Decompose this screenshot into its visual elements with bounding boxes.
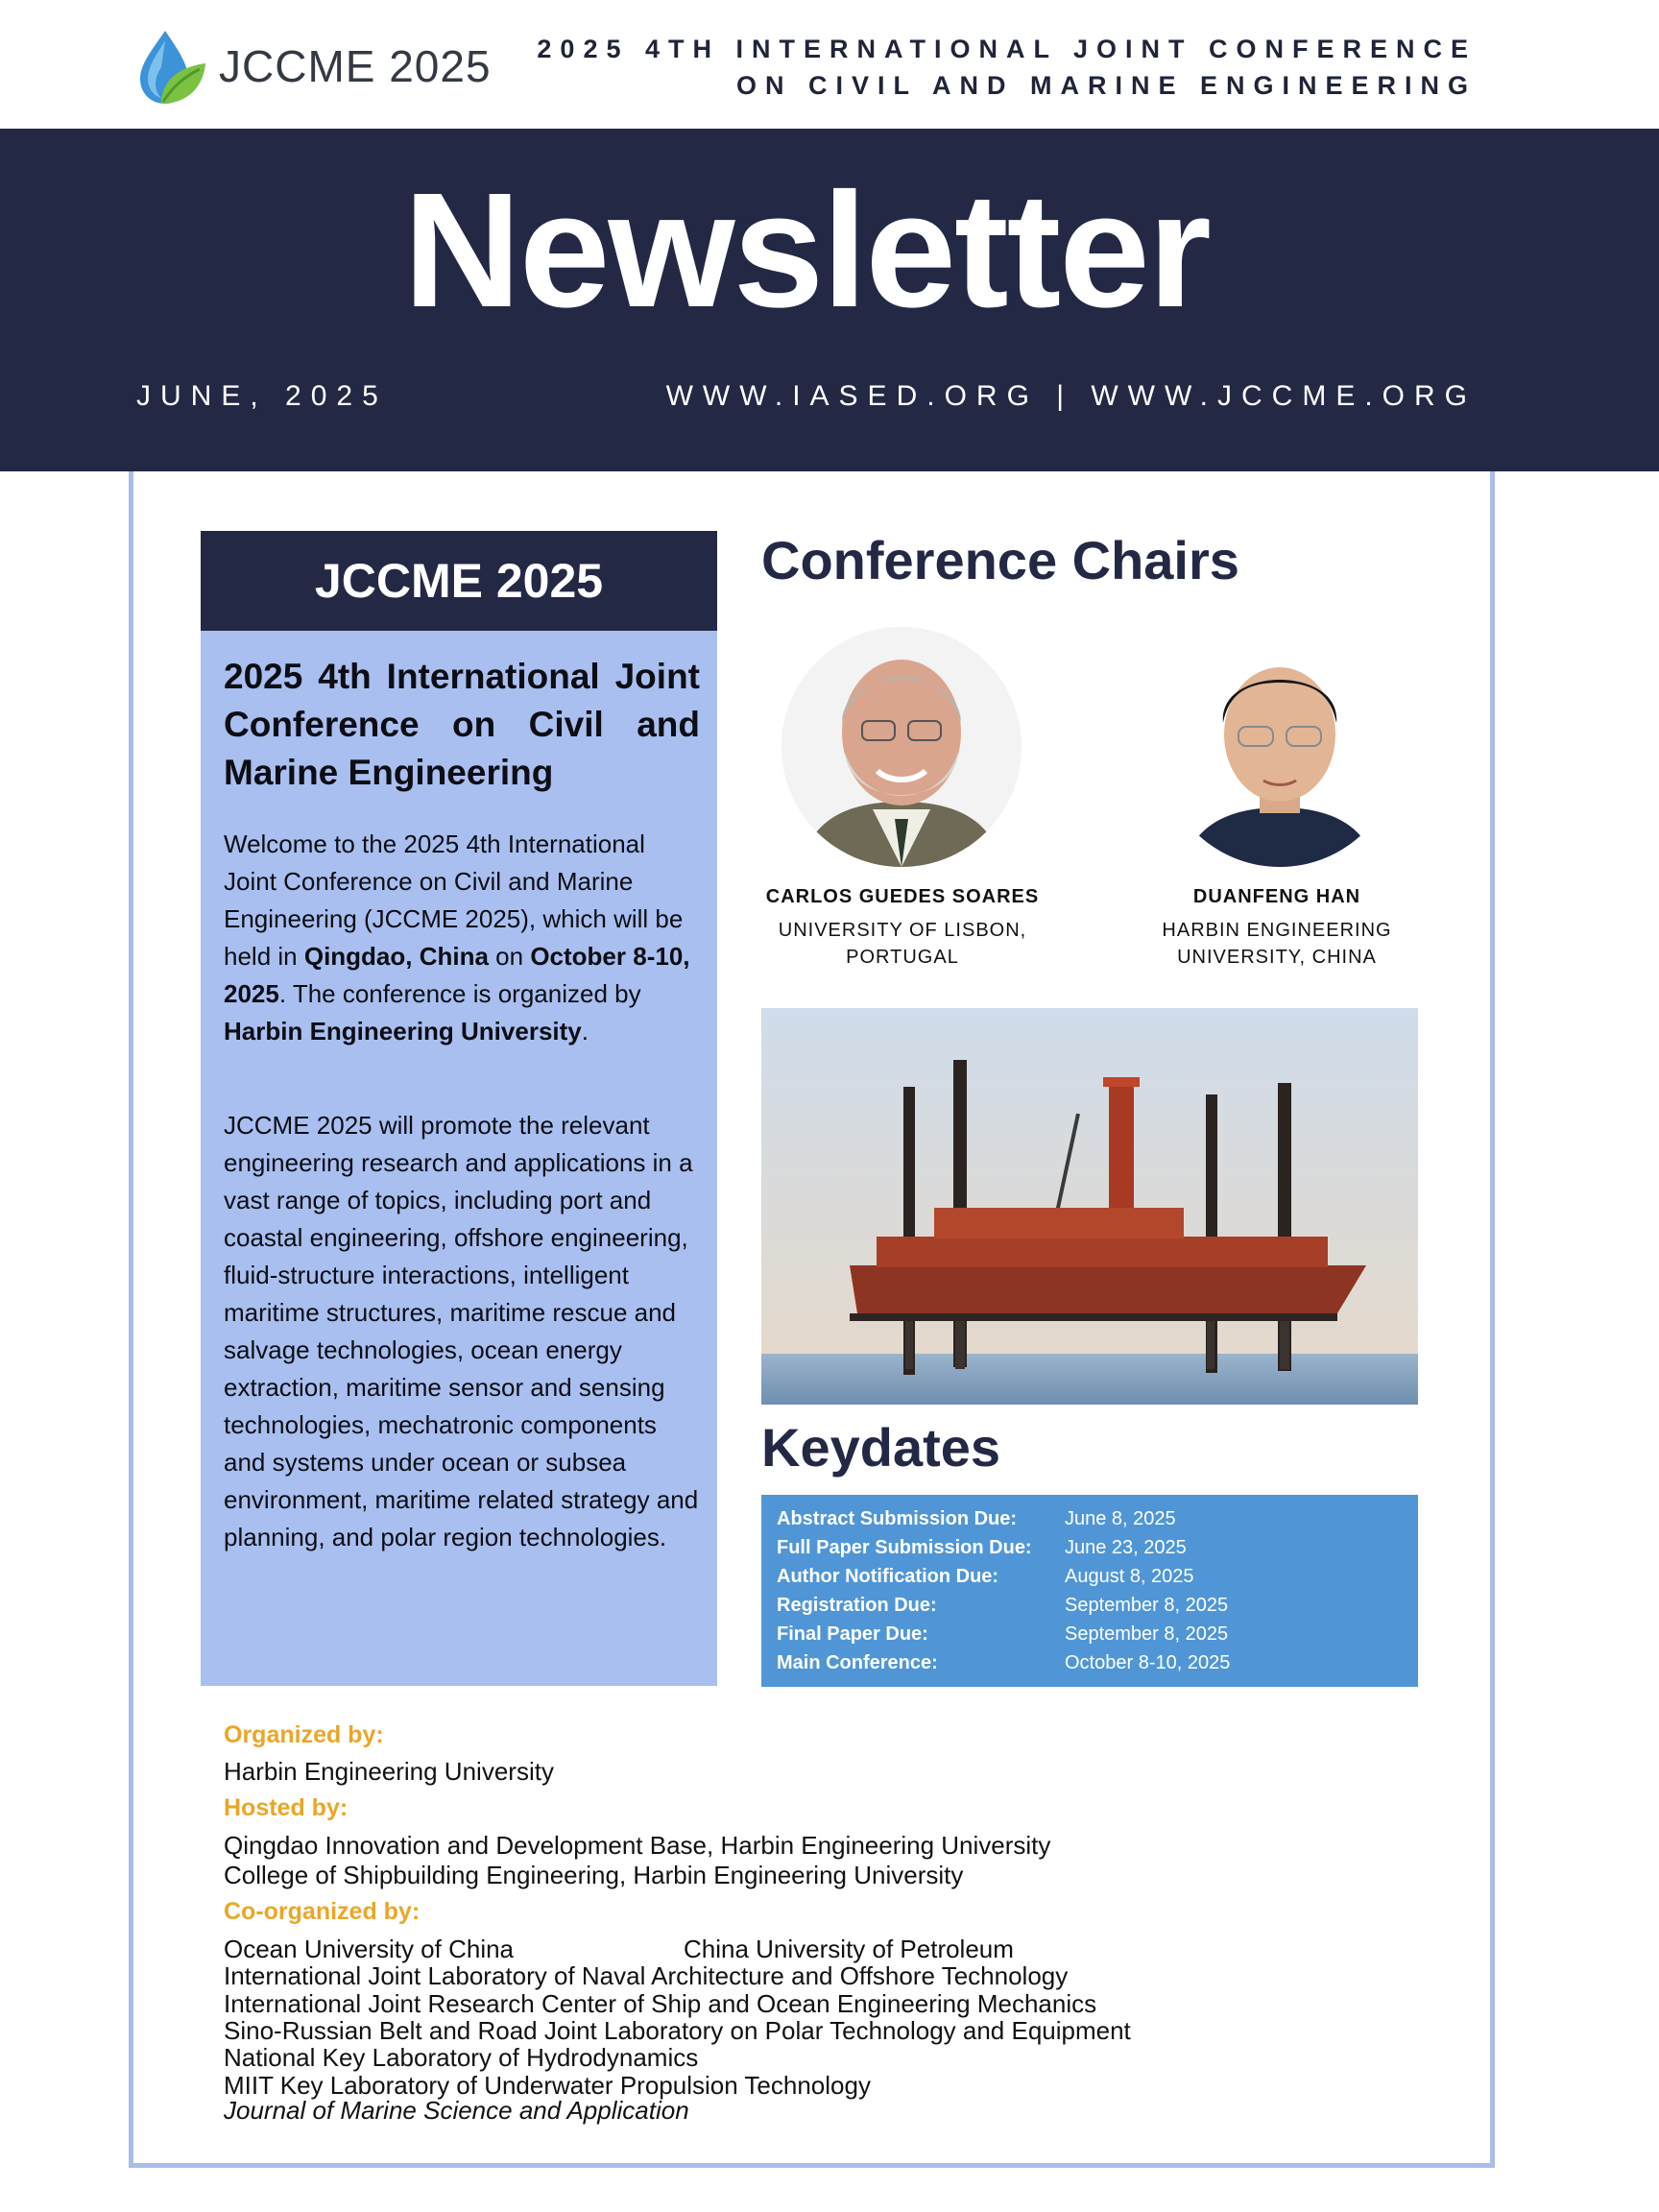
offshore-platform-photo [761,1008,1418,1405]
coorganized-by-label: Co-organized by: [224,1898,421,1925]
banner [0,129,1659,471]
chair-portrait-2 [1160,627,1400,867]
intro-paragraph-1: Welcome to the 2025 4th International Joint Conference on Civil and Marine Engineering (JCCME 2025), which will be held in Qingdao, China on October 8-10, 2025. The conference is organized by Harbin Engineering University. [224,830,690,1046]
intro-paragraph-2: JCCME 2025 will promote the relevant engineering research and applications in a vast range of topics, including port and coastal engineering, offshore engineering, fluid-structure interactions, intelligent maritime structures, maritime rescue and salvage technologies, ocean energy extraction, maritime sensor and sensing technologies, mechatronic components and systems under ocean or subsea environment, maritime related strategy and planning, and polar region technologies. [224,1111,699,1551]
coorganizer-item: International Joint Laboratory of Naval Architecture and Offshore Technology [224,1961,1069,1990]
hosted-by-item: College of Shipbuilding Engineering, Harbin Engineering University [224,1861,964,1889]
intro-heading: 2025 4th International Joint Conference on Civil and Marine Engineering [224,657,700,792]
logo-text: JCCME 2025 [219,41,492,91]
conference-title-line-1: 2025 4TH INTERNATIONAL JOINT CONFERENCE [537,35,1477,63]
coorganizer-item: MIIT Key Laboratory of Underwater Propulsion Technology [224,2071,871,2100]
keydates-table [761,1495,1418,1687]
keydates-title: Keydates [761,1417,1001,1478]
intro-box-title: JCCME 2025 [201,531,717,631]
website-links[interactable]: WWW.IASED.ORG | WWW.JCCME.ORG [665,380,1477,412]
coorganizer-item: International Joint Research Center of Ship and Ocean Engineering Mechanics [224,1989,1097,2018]
chair-2-affiliation: HARBIN ENGINEERING UNIVERSITY, CHINA [1162,920,1392,968]
organized-by-label: Organized by: [224,1721,384,1748]
chair-2-name: DUANFENG HAN [1192,886,1361,907]
keydate-row: Full Paper Submission Due: June 23, 2025 [777,1537,1187,1558]
coorganizer-item: Sino-Russian Belt and Road Joint Laboratory on Polar Technology and Equipment [224,2016,1131,2045]
keydate-row: Final Paper Due: September 8, 2025 [777,1623,1229,1645]
coorganizer-item: Journal of Marine Science and Application [224,2096,689,2125]
coorganizer-item: China University of Petroleum [684,1935,1014,1963]
organized-by-text: Harbin Engineering University [224,1757,554,1786]
chair-portrait-1 [781,627,1022,867]
hosted-by-item: Qingdao Innovation and Development Base, Harbin Engineering University [224,1831,1051,1860]
keydate-row: Abstract Submission Due: June 8, 2025 [777,1508,1176,1529]
keydate-row: Author Notification Due: August 8, 2025 [777,1566,1194,1587]
coorganizer-item: Ocean University of China [224,1935,515,1963]
chair-1-name: CARLOS GUEDES SOARES [765,886,1040,907]
coorganizer-item: National Key Laboratory of Hydrodynamics [224,2043,699,2072]
conference-title-line-2: ON CIVIL AND MARINE ENGINEERING [735,71,1477,100]
keydate-row: Registration Due: September 8, 2025 [777,1595,1229,1616]
chair-1-affiliation: UNIVERSITY OF LISBON, PORTUGAL [778,920,1027,968]
keydate-row: Main Conference: October 8-10, 2025 [777,1652,1231,1673]
chairs-title: Conference Chairs [761,530,1239,590]
issue-date: JUNE, 2025 [136,380,388,412]
newsletter-title: Newsletter [403,159,1210,342]
hosted-by-label: Hosted by: [224,1794,349,1821]
logo-droplet-icon [132,27,209,109]
